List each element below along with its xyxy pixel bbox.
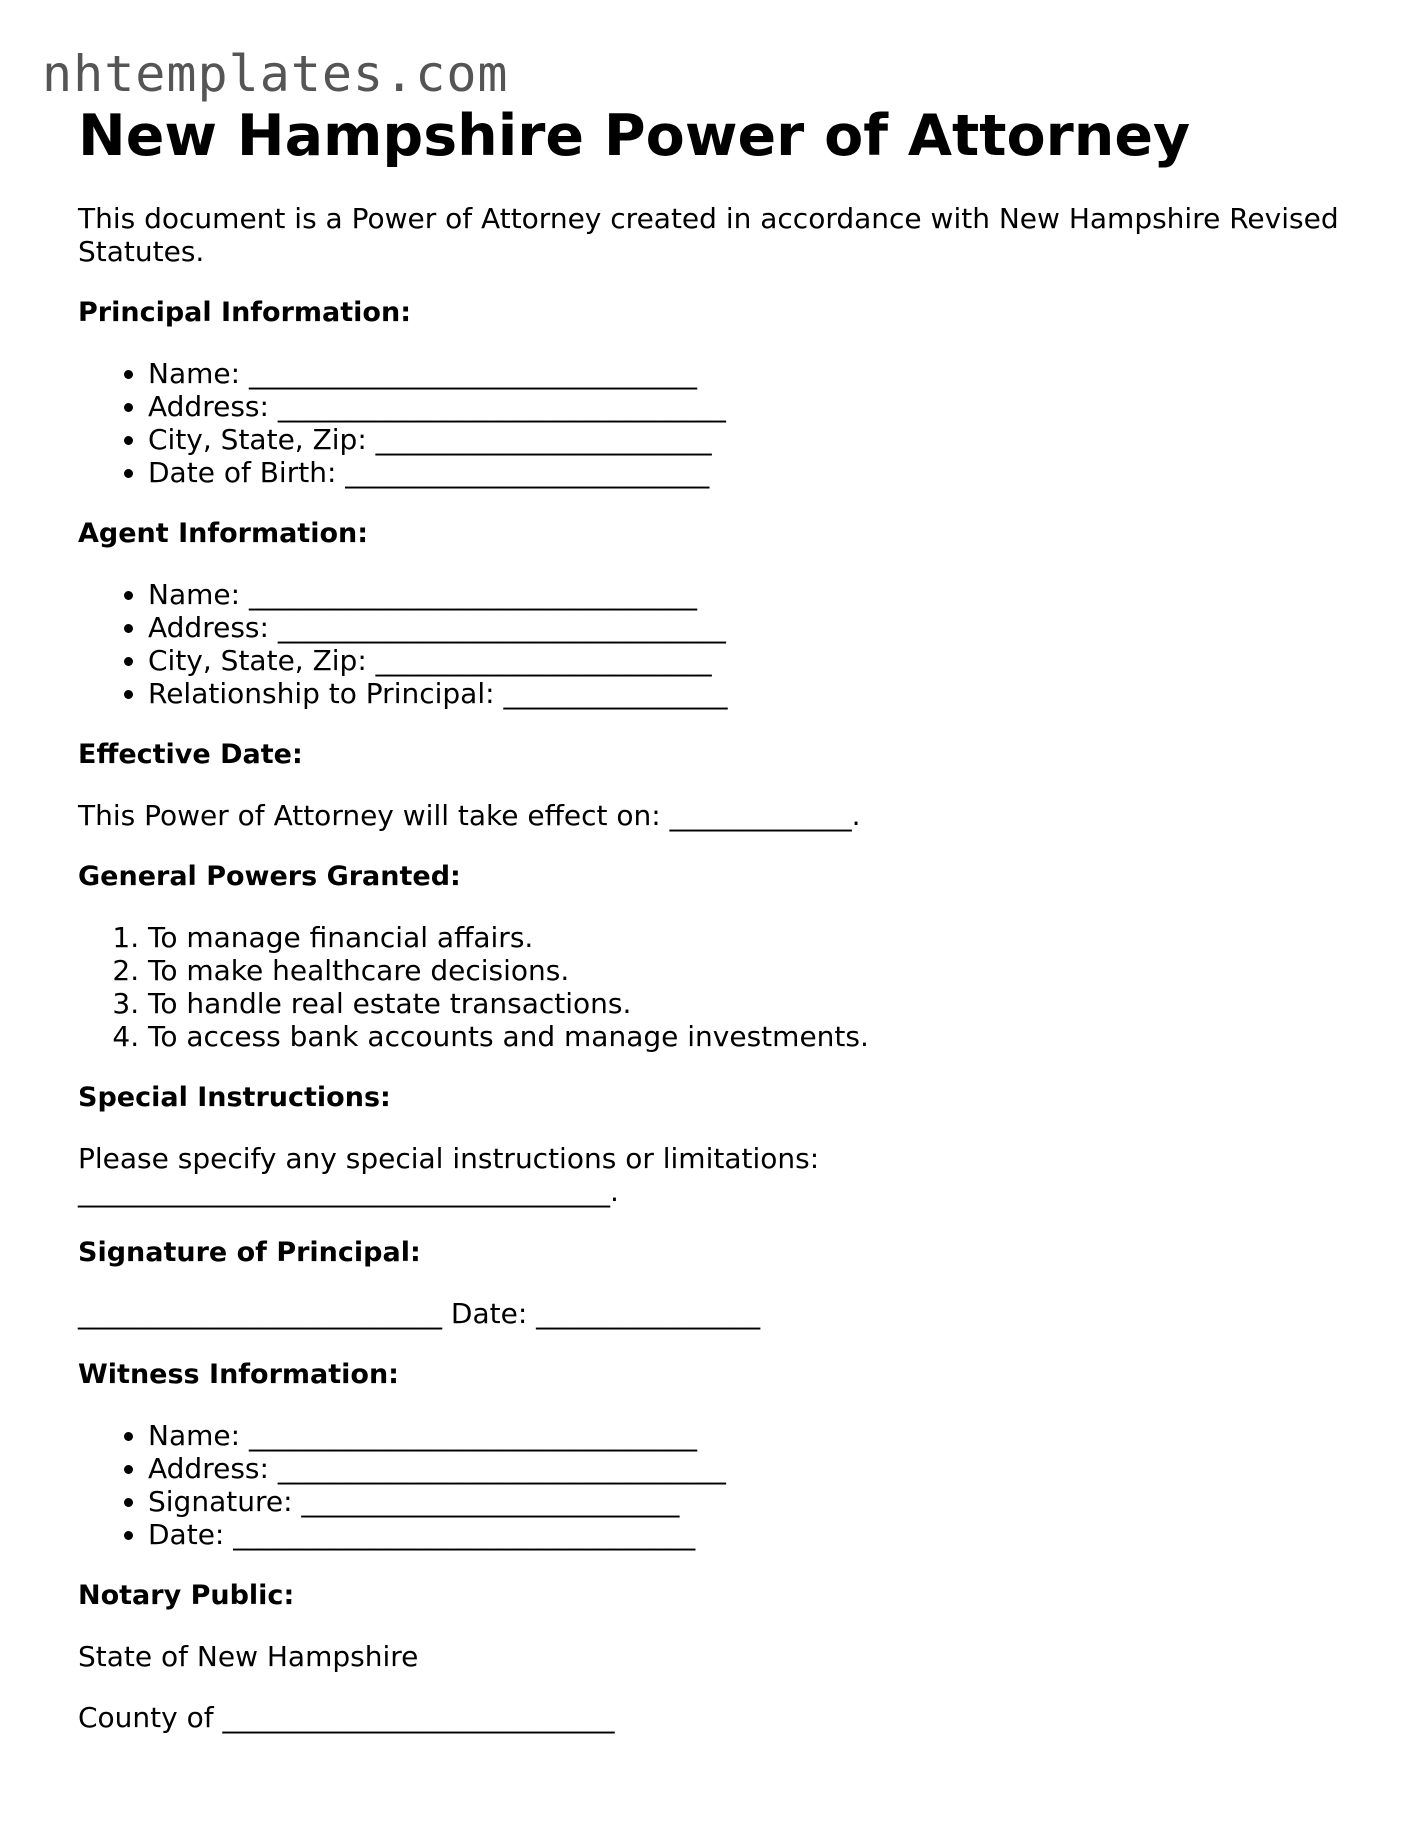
notary-county-field[interactable]: County of ____________________________ [78, 1701, 615, 1734]
agent-address-field[interactable]: • Address: ________________________________ [148, 611, 1358, 644]
principal-list [78, 357, 1358, 489]
power-item: 4. To access bank accounts and manage investments. [148, 1020, 1358, 1053]
witness-heading: Witness Information: [78, 1359, 399, 1390]
special-instructions-field[interactable]: ______________________________________. [78, 1175, 619, 1208]
agent-heading: Agent Information: [78, 518, 369, 549]
power-item: 3. To handle real estate transactions. [148, 987, 1358, 1020]
agent-list [78, 578, 1358, 710]
effective-date-heading: Effective Date: [78, 739, 303, 770]
witness-list [78, 1419, 1358, 1551]
watermark: nhtemplates.com [42, 45, 509, 103]
agent-name-field[interactable]: • Name: ________________________________ [148, 578, 1358, 611]
principal-city-state-zip-field[interactable]: • City, State, Zip: ________________________ [148, 423, 1358, 456]
signature-heading: Signature of Principal: [78, 1237, 421, 1268]
special-instructions-text: Please specify any special instructions or limitations: [78, 1142, 820, 1175]
powers-heading: General Powers Granted: [78, 861, 461, 892]
document-page [78, 96, 1358, 1734]
page-title: New Hampshire Power of Attorney [78, 103, 1191, 169]
agent-relationship-field[interactable]: • Relationship to Principal: ________________ [148, 677, 1358, 710]
witness-address-field[interactable]: • Address: ________________________________ [148, 1452, 1358, 1485]
intro-text: This document is a Power of Attorney created in accordance with New Hampshire Revised Statutes. [78, 202, 1339, 268]
power-item: 1. To manage financial affairs. [148, 921, 1358, 954]
principal-address-field[interactable]: • Address: ________________________________ [148, 390, 1358, 423]
principal-signature-field[interactable]: __________________________ Date: ________________ [78, 1297, 761, 1330]
witness-name-field[interactable]: • Name: ________________________________ [148, 1419, 1358, 1452]
principal-dob-field[interactable]: • Date of Birth: __________________________ [148, 456, 1358, 489]
principal-heading: Principal Information: [78, 297, 412, 328]
notary-heading: Notary Public: [78, 1580, 295, 1611]
agent-city-state-zip-field[interactable]: • City, State, Zip: ________________________ [148, 644, 1358, 677]
powers-list [78, 921, 1358, 1053]
witness-signature-field[interactable]: • Signature: ___________________________ [148, 1485, 1358, 1518]
special-instructions-heading: Special Instructions: [78, 1082, 391, 1113]
notary-state: State of New Hampshire [78, 1640, 419, 1673]
principal-name-field[interactable]: • Name: ________________________________ [148, 357, 1358, 390]
power-item: 2. To make healthcare decisions. [148, 954, 1358, 987]
witness-date-field[interactable]: • Date: _________________________________ [148, 1518, 1358, 1551]
effective-date-field[interactable]: This Power of Attorney will take effect on: _____________. [78, 799, 861, 832]
